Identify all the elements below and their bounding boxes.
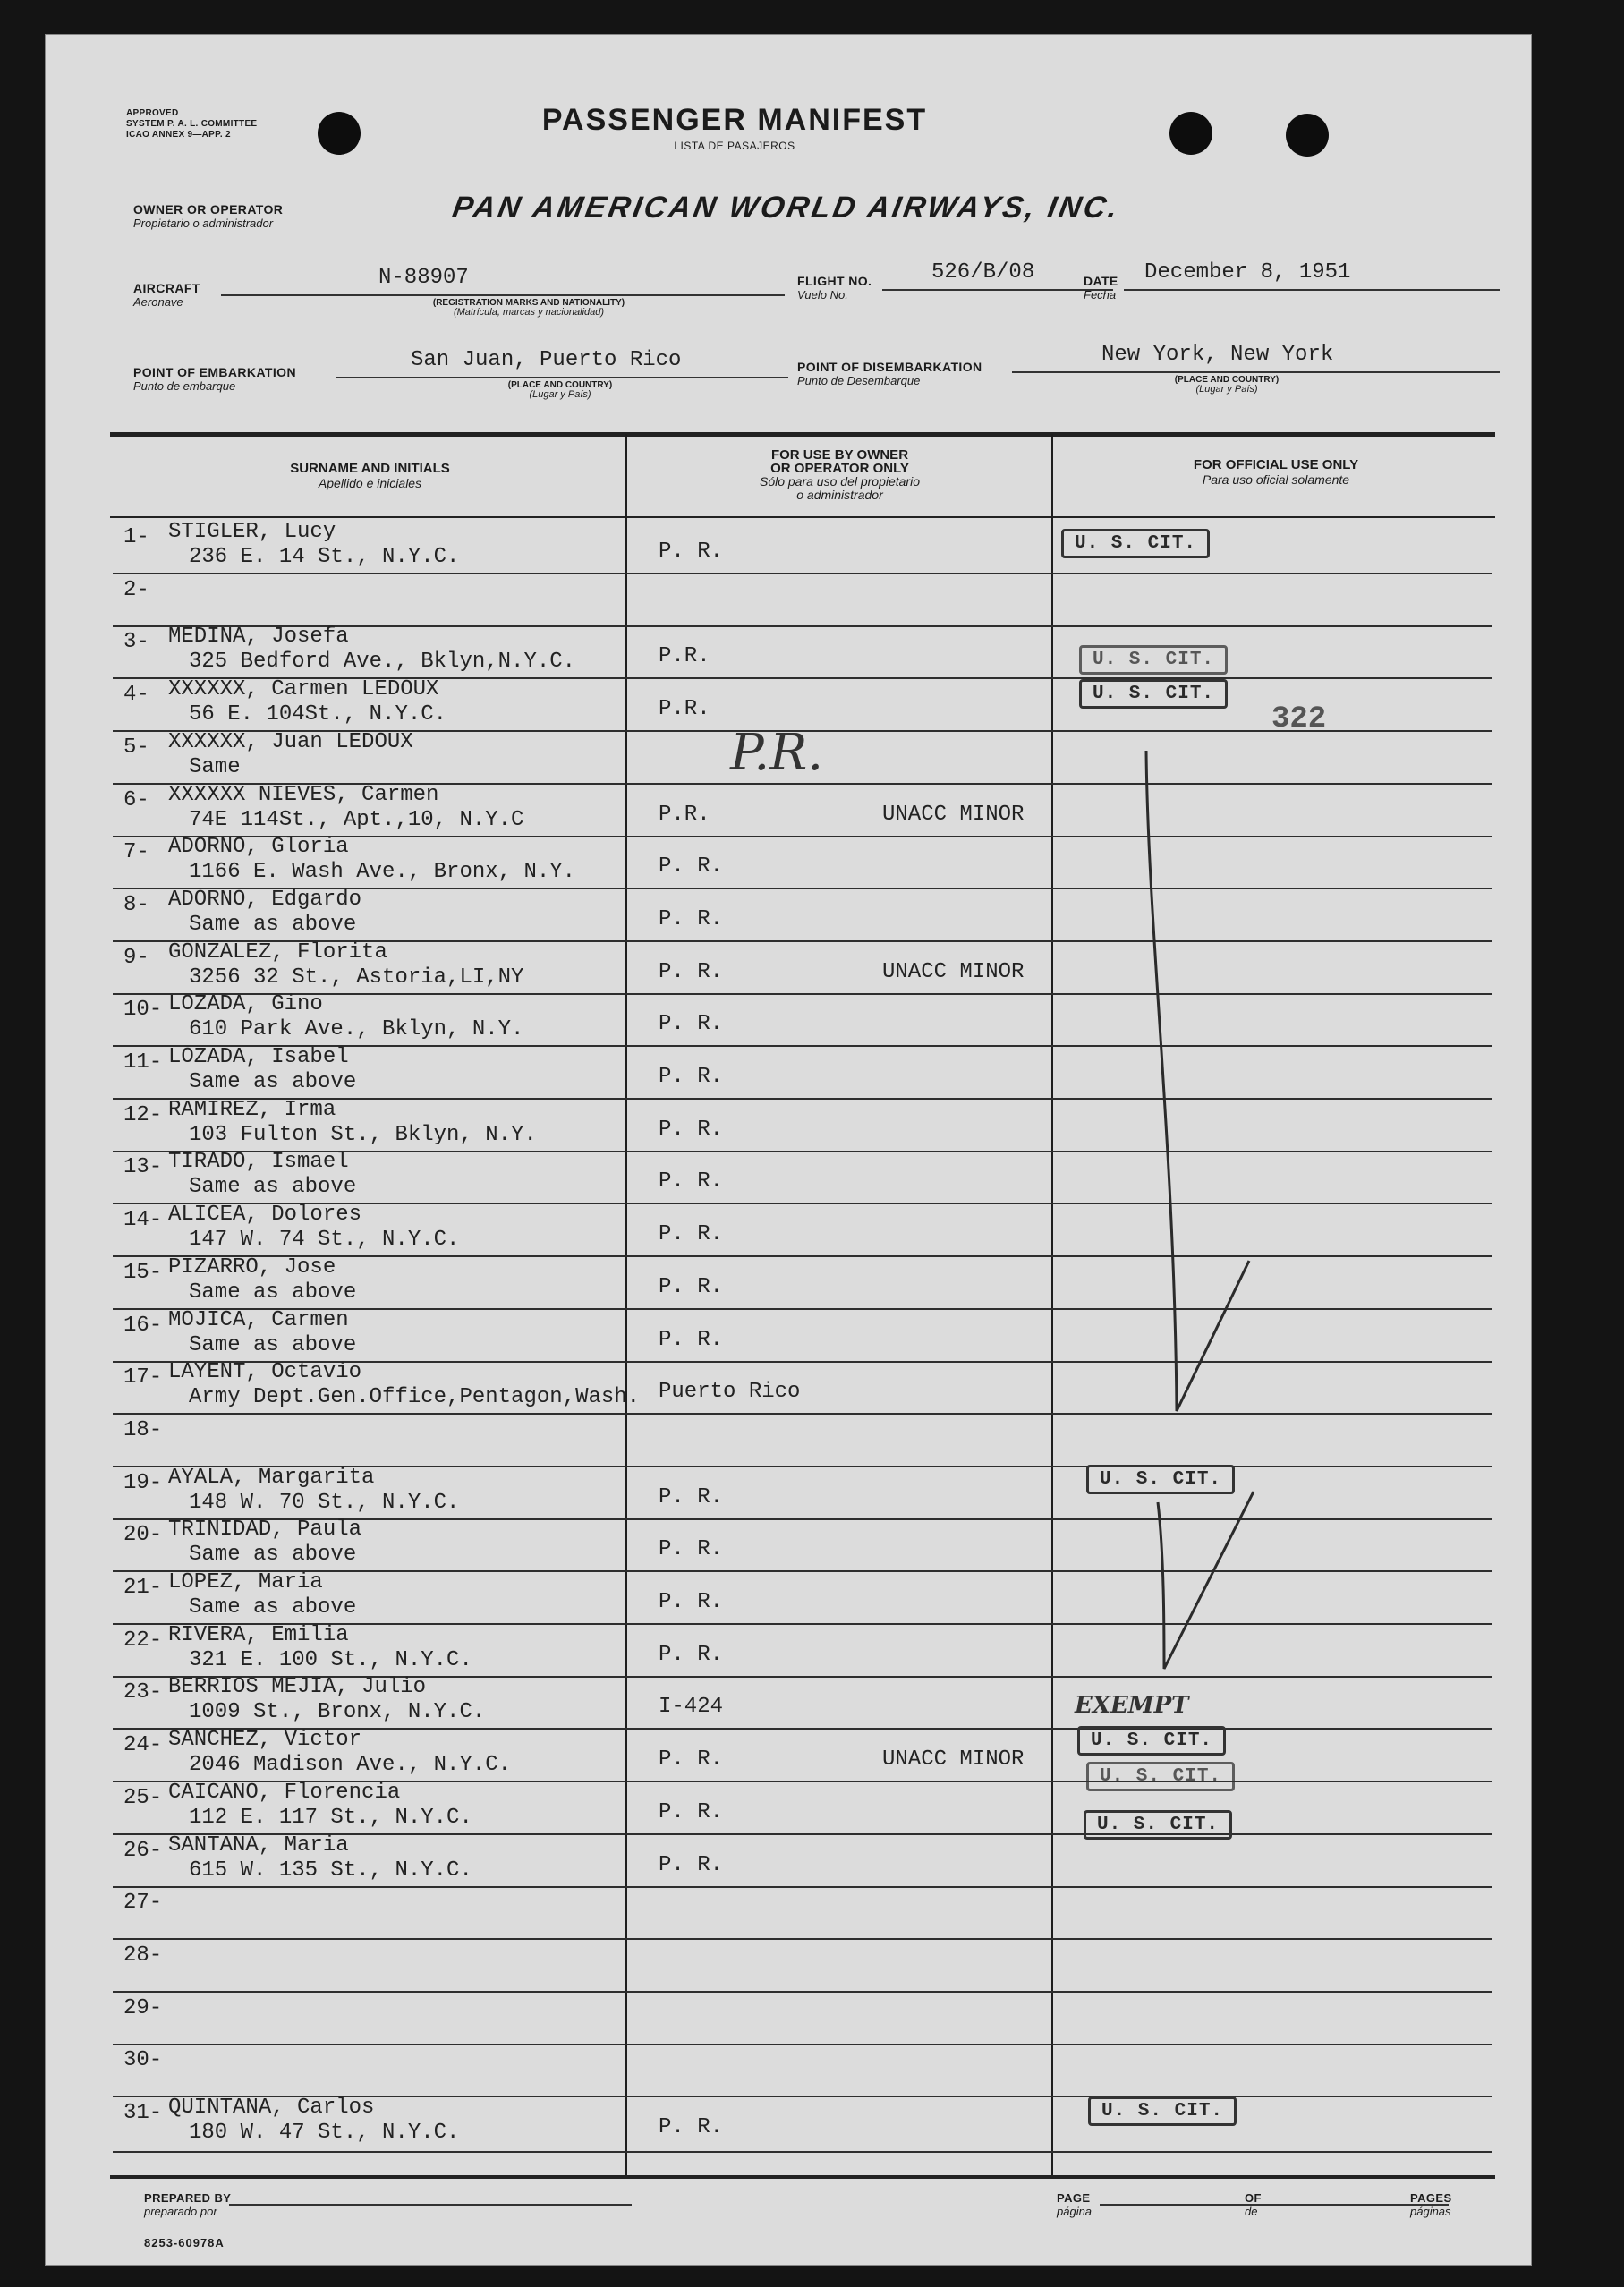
operator-note: P. R. <box>659 1275 724 1299</box>
form-code: 8253-60978A <box>144 2236 225 2249</box>
passenger-name: STIGLER, Lucy <box>168 520 336 544</box>
row-number: 6- <box>123 788 149 812</box>
row-number: 9- <box>123 946 149 970</box>
row-number: 8- <box>123 893 149 917</box>
row-number: 12- <box>123 1103 163 1127</box>
approval-note: APPROVED SYSTEM P. A. L. COMMITTEE ICAO ANNEX 9—APP. 2 <box>126 108 258 140</box>
passenger-address: 180 W. 47 St., N.Y.C. <box>189 2121 460 2145</box>
passenger-address: 610 Park Ave., Bklyn, N.Y. <box>189 1017 524 1041</box>
embarkation-label: POINT OF EMBARKATION Punto de embarque <box>133 365 296 393</box>
operator-note: P. R. <box>659 2115 724 2139</box>
passenger-name: BERRIOS MEJIA, Julio <box>168 1675 427 1699</box>
row-number: 23- <box>123 1680 163 1705</box>
passenger-address: 148 W. 70 St., N.Y.C. <box>189 1491 460 1515</box>
row-number: 7- <box>123 840 149 864</box>
us-citizen-stamp: U. S. CIT. <box>1086 1762 1235 1791</box>
operator-note: P. R. <box>659 1169 724 1194</box>
operator-note: P. R. <box>659 907 724 931</box>
passenger-address: 103 Fulton St., Bklyn, N.Y. <box>189 1123 537 1147</box>
passenger-name: ADORNO, Edgardo <box>168 888 362 912</box>
passenger-address: Same as above <box>189 1280 357 1305</box>
passenger-address: 1009 St., Bronx, N.Y.C. <box>189 1700 486 1724</box>
operator-note: P.R. <box>659 644 710 668</box>
us-citizen-stamp: U. S. CIT. <box>1086 1465 1235 1494</box>
us-citizen-stamp: U. S. CIT. <box>1084 1810 1232 1840</box>
us-citizen-stamp: U. S. CIT. <box>1079 645 1228 675</box>
us-citizen-stamp: U. S. CIT. <box>1061 529 1210 558</box>
row-number: 21- <box>123 1576 163 1600</box>
us-citizen-stamp: U. S. CIT. <box>1079 679 1228 709</box>
row-number: 24- <box>123 1733 163 1757</box>
operator-note: P. R. <box>659 1590 724 1614</box>
passenger-address: 112 E. 117 St., N.Y.C. <box>189 1806 472 1830</box>
operator-note: I-424 <box>659 1695 724 1719</box>
us-citizen-stamp: U. S. CIT. <box>1077 1726 1226 1756</box>
remarks: UNACC MINOR <box>882 960 1025 984</box>
passenger-name: SANTANA, Maria <box>168 1833 349 1858</box>
row-number: 3- <box>123 630 149 654</box>
row-number: 1- <box>123 525 149 549</box>
row-number: 30- <box>123 2048 163 2072</box>
row-number: 18- <box>123 1418 163 1442</box>
prepared-by-label: PREPARED BY preparado por <box>144 2191 232 2218</box>
aircraft-value: N-88907 <box>378 266 469 290</box>
column-header-operator: FOR USE BY OWNER OR OPERATOR ONLY Sólo para uso del propietario o administrador <box>759 447 920 502</box>
check-mark-annotations <box>46 35 1531 2265</box>
operator-note: P. R. <box>659 1222 724 1246</box>
operator-note: P. R. <box>659 1118 724 1142</box>
passenger-name: MOJICA, Carmen <box>168 1308 349 1332</box>
passenger-name: SANCHEZ, Victor <box>168 1728 362 1752</box>
passenger-name: PIZARRO, Jose <box>168 1255 336 1280</box>
prepared-by-field <box>229 2204 632 2206</box>
passenger-name: LOPEZ, Maria <box>168 1570 323 1594</box>
passenger-name: QUINTANA, Carlos <box>168 2096 375 2120</box>
column-header-official: FOR OFFICIAL USE ONLY Para uso oficial solamente <box>1193 457 1359 487</box>
row-number: 26- <box>123 1839 163 1863</box>
row-number: 16- <box>123 1314 163 1338</box>
passenger-address: 74E 114St., Apt.,10, N.Y.C <box>189 808 524 832</box>
operator-note: P. R. <box>659 960 724 984</box>
aircraft-label: AIRCRAFT Aeronave <box>133 281 200 309</box>
passenger-name: CAICANO, Florencia <box>168 1781 401 1805</box>
page-label: PAGE página <box>1057 2191 1093 2218</box>
operator-note: P. R. <box>659 1800 724 1824</box>
row-number: 2- <box>123 578 149 602</box>
owner-name: PAN AMERICAN WORLD AIRWAYS, INC. <box>449 191 1123 225</box>
passenger-name: TIRADO, Ismael <box>168 1150 349 1174</box>
row-number: 28- <box>123 1943 163 1968</box>
page-title: PASSENGER MANIFEST LISTA DE PASAJEROS <box>541 103 928 152</box>
flight-label: FLIGHT NO. Vuelo No. <box>797 274 872 302</box>
check-mark <box>1158 1492 1254 1669</box>
passenger-address: 615 W. 135 St., N.Y.C. <box>189 1858 472 1883</box>
operator-note: P. R. <box>659 854 724 879</box>
row-number: 17- <box>123 1365 163 1390</box>
passenger-name: MEDINA, Josefa <box>168 625 349 649</box>
embarkation-hint: (PLACE AND COUNTRY) (Lugar y País) <box>507 380 613 400</box>
operator-note: P. R. <box>659 1065 724 1089</box>
remarks: UNACC MINOR <box>882 1747 1025 1772</box>
passenger-address: Same <box>189 755 241 779</box>
handwritten-pr: P.R. <box>730 724 824 782</box>
passenger-address: Same as above <box>189 1333 357 1357</box>
passenger-name: ALICEA, Dolores <box>168 1203 362 1227</box>
date-value: December 8, 1951 <box>1144 260 1351 285</box>
operator-note: P. R. <box>659 1853 724 1877</box>
row-number: 25- <box>123 1786 163 1810</box>
check-mark <box>1146 751 1249 1411</box>
disembarkation-label: POINT OF DISEMBARKATION Punto de Desembarque <box>797 360 982 387</box>
operator-note: P. R. <box>659 1537 724 1561</box>
operator-note: P. R. <box>659 540 724 564</box>
of-label: OF de <box>1245 2191 1262 2218</box>
row-number: 13- <box>123 1155 163 1179</box>
operator-note: P. R. <box>659 1485 724 1509</box>
row-number: 29- <box>123 1996 163 2020</box>
passenger-name: ADORNO, Gloria <box>168 835 349 859</box>
disembarkation-value: New York, New York <box>1101 343 1334 367</box>
operator-note: P.R. <box>659 697 710 721</box>
passenger-address: Army Dept.Gen.Office,Pentagon,Wash. <box>189 1385 641 1409</box>
row-number: 27- <box>123 1891 163 1915</box>
disembarkation-hint: (PLACE AND COUNTRY) (Lugar y País) <box>1174 375 1280 395</box>
operator-note: P.R. <box>659 803 710 827</box>
manifest-sheet <box>45 34 1532 2266</box>
aircraft-hint: (REGISTRATION MARKS AND NATIONALITY) (Matrícula, marcas y nacionalidad) <box>432 298 625 318</box>
passenger-address: 2046 Madison Ave., N.Y.C. <box>189 1753 512 1777</box>
exempt-note: EXEMPT <box>1075 1692 1189 1719</box>
passenger-address: 56 E. 104St., N.Y.C. <box>189 702 447 727</box>
row-number: 10- <box>123 998 163 1022</box>
passenger-name: GONZALEZ, Florita <box>168 940 387 965</box>
passenger-address: Same as above <box>189 913 357 937</box>
flight-value: 526/B/08 <box>931 260 1035 285</box>
passenger-address: 147 W. 74 St., N.Y.C. <box>189 1228 460 1252</box>
owner-label: OWNER OR OPERATOR Propietario o administrador <box>133 202 284 230</box>
passenger-address: 236 E. 14 St., N.Y.C. <box>189 545 460 569</box>
pages-label: PAGES páginas <box>1410 2191 1452 2218</box>
passenger-name: XXXXXX, Carmen LEDOUX <box>168 677 439 701</box>
passenger-name: LOZADA, Isabel <box>168 1045 349 1069</box>
date-label: DATE Fecha <box>1084 274 1118 302</box>
row-number: 15- <box>123 1261 163 1285</box>
passenger-name: AYALA, Margarita <box>168 1466 375 1490</box>
passenger-address: Same as above <box>189 1595 357 1620</box>
embarkation-value: San Juan, Puerto Rico <box>411 348 682 372</box>
passenger-count-stamp: 322 <box>1271 702 1327 736</box>
row-number: 14- <box>123 1208 163 1232</box>
operator-note: Puerto Rico <box>659 1380 801 1404</box>
passenger-address: 321 E. 100 St., N.Y.C. <box>189 1648 472 1672</box>
passenger-name: LOZADA, Gino <box>168 992 323 1016</box>
passenger-name: TRINIDAD, Paula <box>168 1518 362 1542</box>
operator-note: P. R. <box>659 1747 724 1772</box>
passenger-address: Same as above <box>189 1175 357 1199</box>
passenger-address: 3256 32 St., Astoria,LI,NY <box>189 965 524 990</box>
passenger-name: XXXXXX NIEVES, Carmen <box>168 783 439 807</box>
passenger-address: 325 Bedford Ave., Bklyn,N.Y.C. <box>189 650 576 674</box>
operator-note: P. R. <box>659 1643 724 1667</box>
row-number: 5- <box>123 735 149 760</box>
row-number: 31- <box>123 2101 163 2125</box>
row-number: 19- <box>123 1471 163 1495</box>
passenger-name: LAYENT, Octavio <box>168 1360 362 1384</box>
row-number: 22- <box>123 1628 163 1653</box>
passenger-address: Same as above <box>189 1070 357 1094</box>
passenger-name: RIVERA, Emilia <box>168 1623 349 1647</box>
passenger-address: 1166 E. Wash Ave., Bronx, N.Y. <box>189 860 576 884</box>
column-header-name: SURNAME AND INITIALS Apellido e iniciales <box>290 461 450 490</box>
passenger-name: XXXXXX, Juan LEDOUX <box>168 730 413 754</box>
operator-note: P. R. <box>659 1328 724 1352</box>
us-citizen-stamp: U. S. CIT. <box>1088 2096 1237 2126</box>
operator-note: P. R. <box>659 1012 724 1036</box>
row-number: 4- <box>123 683 149 707</box>
remarks: UNACC MINOR <box>882 803 1025 827</box>
passenger-name: RAMIREZ, Irma <box>168 1098 336 1122</box>
passenger-address: Same as above <box>189 1543 357 1567</box>
row-number: 20- <box>123 1523 163 1547</box>
row-number: 11- <box>123 1050 163 1075</box>
